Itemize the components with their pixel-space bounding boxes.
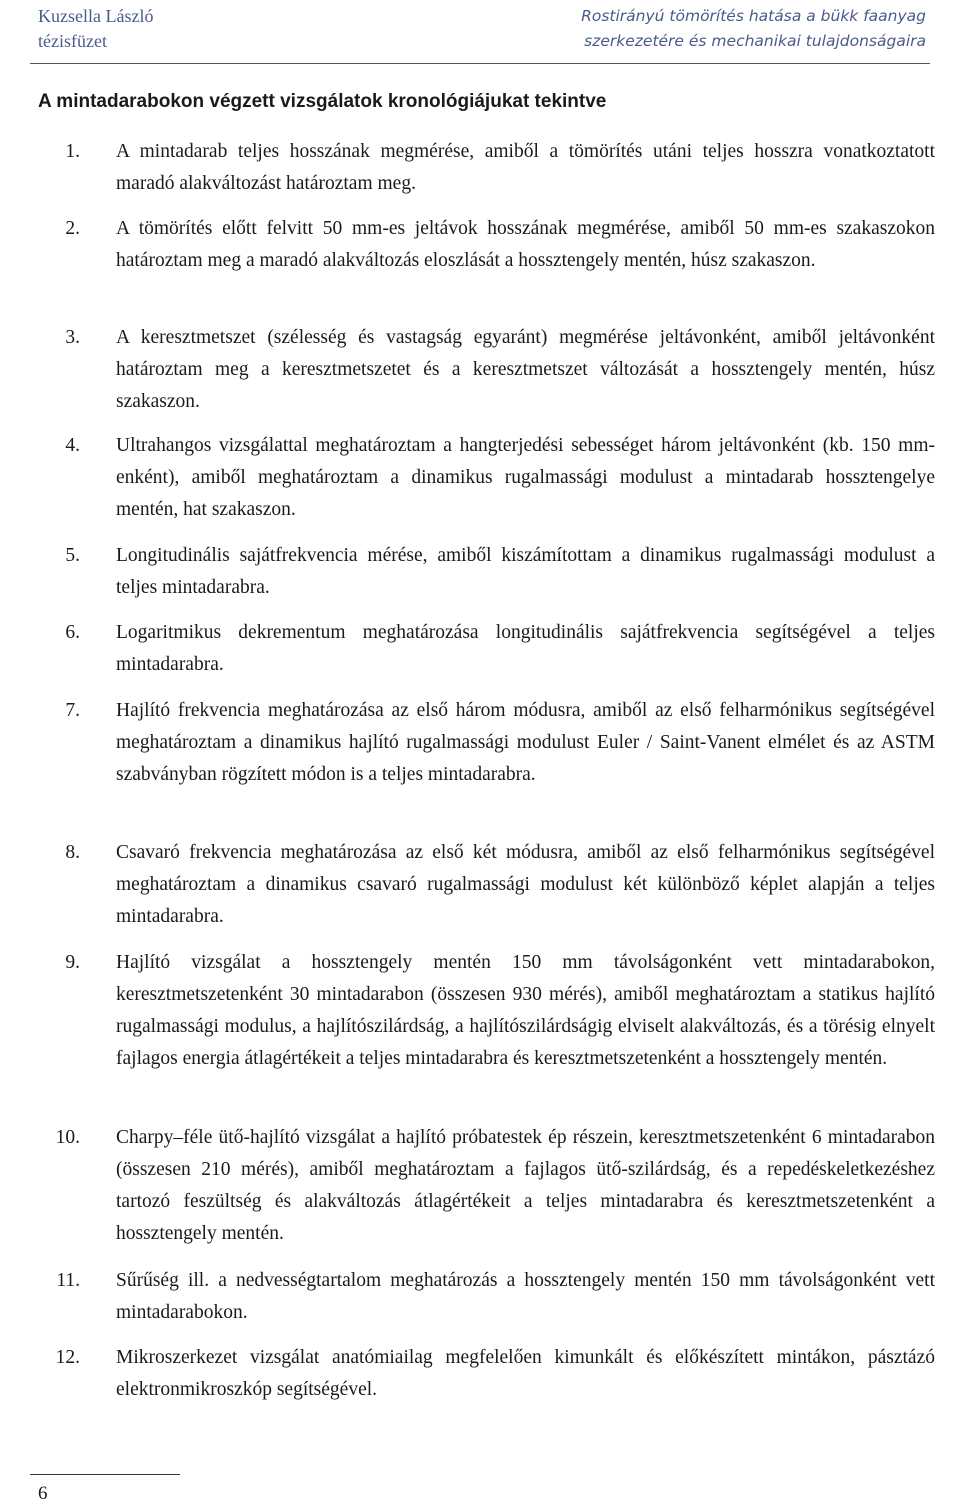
list-item-number: 8. (65, 842, 80, 863)
list-item-number: 6. (65, 622, 80, 643)
list-item-text: Charpy–féle ütő-hajlító vizsgálat a hajlító próbatestek ép részein, keresztmetszetenként 6 mintadarabon (összesen 210 mérés), amiből meghatároztam a fajlagos ütő-szilárdság, és a repedéskeletkezéshez tartozó feszültség és alakváltozás átlagértékeit a teljes mintadarabra és keresztmetszetenként a hossztengely mentén. (116, 1127, 935, 1244)
list-item-number: 12. (55, 1347, 80, 1368)
footer-divider (30, 1474, 180, 1475)
header-title-line-2: szerkezetére és mechanikai tulajdonságaira (584, 32, 926, 50)
header-divider (30, 63, 930, 64)
list-item-text: Csavaró frekvencia meghatározása az első két módusra, amiből az első felharmónikus segítségével meghatároztam a dinamikus csavaró rugalmassági modulust két különböző képlet alapján a teljes mintadarabra. (116, 842, 935, 927)
header-title-line-1: Rostirányú tömörítés hatása a bükk faanyag (581, 7, 926, 25)
list-item-number: 5. (65, 545, 80, 566)
list-item-text: Ultrahangos vizsgálattal meghatároztam a hangterjedési sebességet három jeltávonként (kb. 150 mm-enként), amiből meghatároztam a dinamikus rugalmassági modulust a mintadarab hossztengelye mentén, hat szakaszon. (116, 435, 935, 520)
list-item-number: 7. (65, 700, 80, 721)
list-item-number: 10. (55, 1127, 80, 1148)
list-item-number: 11. (56, 1270, 80, 1291)
list-item-number: 2. (65, 218, 80, 239)
page-header-left (38, 4, 153, 54)
list-item-text: Sűrűség ill. a nedvességtartalom meghatározás a hossztengely mentén 150 mm távolságonként vett mintadarabokon. (116, 1270, 935, 1323)
list-item-text: A tömörítés előtt felvitt 50 mm-es jeltávok hosszának megmérése, amiből 50 mm-es szakaszokon határoztam meg a maradó alakváltozás eloszlását a hossztengely mentén, húsz szakaszon. (116, 218, 935, 271)
list-item-text: Hajlító vizsgálat a hossztengely mentén 150 mm távolságonként vett mintadarabokon, keresztmetszetenként 30 mintadarabon (összesen 930 mérés), amiből meghatároztam a statikus hajlító rugalmassági modulus, a hajlítószilárdság, a hajlítószilárdságig elviselt alakváltozás, és a törésig elnyelt fajlagos energia átlagértékeit a teljes mintadarabra és keresztmetszetenként a hossztengely mentén. (116, 952, 935, 1069)
page-number: 6 (38, 1483, 48, 1504)
list-item-number: 9. (65, 952, 80, 973)
header-doc-type: tézisfüzet (38, 31, 107, 51)
list-item-text: Hajlító frekvencia meghatározása az első három módusra, amiből az első felharmónikus segítségével meghatároztam a dinamikus hajlító rugalmassági modulust Euler / Saint-Vanent elmélet és az ASTM szabványban rögzített módon is a teljes mintadarabra. (116, 700, 935, 785)
list-item-number: 1. (65, 141, 80, 162)
list-item-text: A mintadarab teljes hosszának megmérése, amiből a tömörítés utáni teljes hosszra vonatkoztatott maradó alakváltozást határoztam meg. (116, 141, 935, 194)
list-item-text: Longitudinális sajátfrekvencia mérése, amiből kiszámítottam a dinamikus rugalmassági modulust a teljes mintadarabra. (116, 545, 935, 598)
list-item-number: 4. (65, 435, 80, 456)
list-item-text: Logaritmikus dekrementum meghatározása longitudinális sajátfrekvencia segítségével a teljes mintadarabra. (116, 622, 935, 675)
list-item-number: 3. (65, 327, 80, 348)
page-header-right (581, 4, 926, 54)
section-heading: A mintadarabokon végzett vizsgálatok kronológiájukat tekintve (38, 91, 607, 112)
header-author: Kuzsella László (38, 6, 154, 26)
list-item-text: A keresztmetszet (szélesség és vastagság egyaránt) megmérése jeltávonként, amiből jeltávonként határoztam meg a keresztmetszetet és a keresztmetszet változását a hossztengely mentén, húsz szakaszon. (116, 327, 935, 412)
list-item-text: Mikroszerkezet vizsgálat anatómiailag megfelelően kimunkált és előkészített mintákon, pásztázó elektronmikroszkóp segítségével. (116, 1347, 935, 1400)
